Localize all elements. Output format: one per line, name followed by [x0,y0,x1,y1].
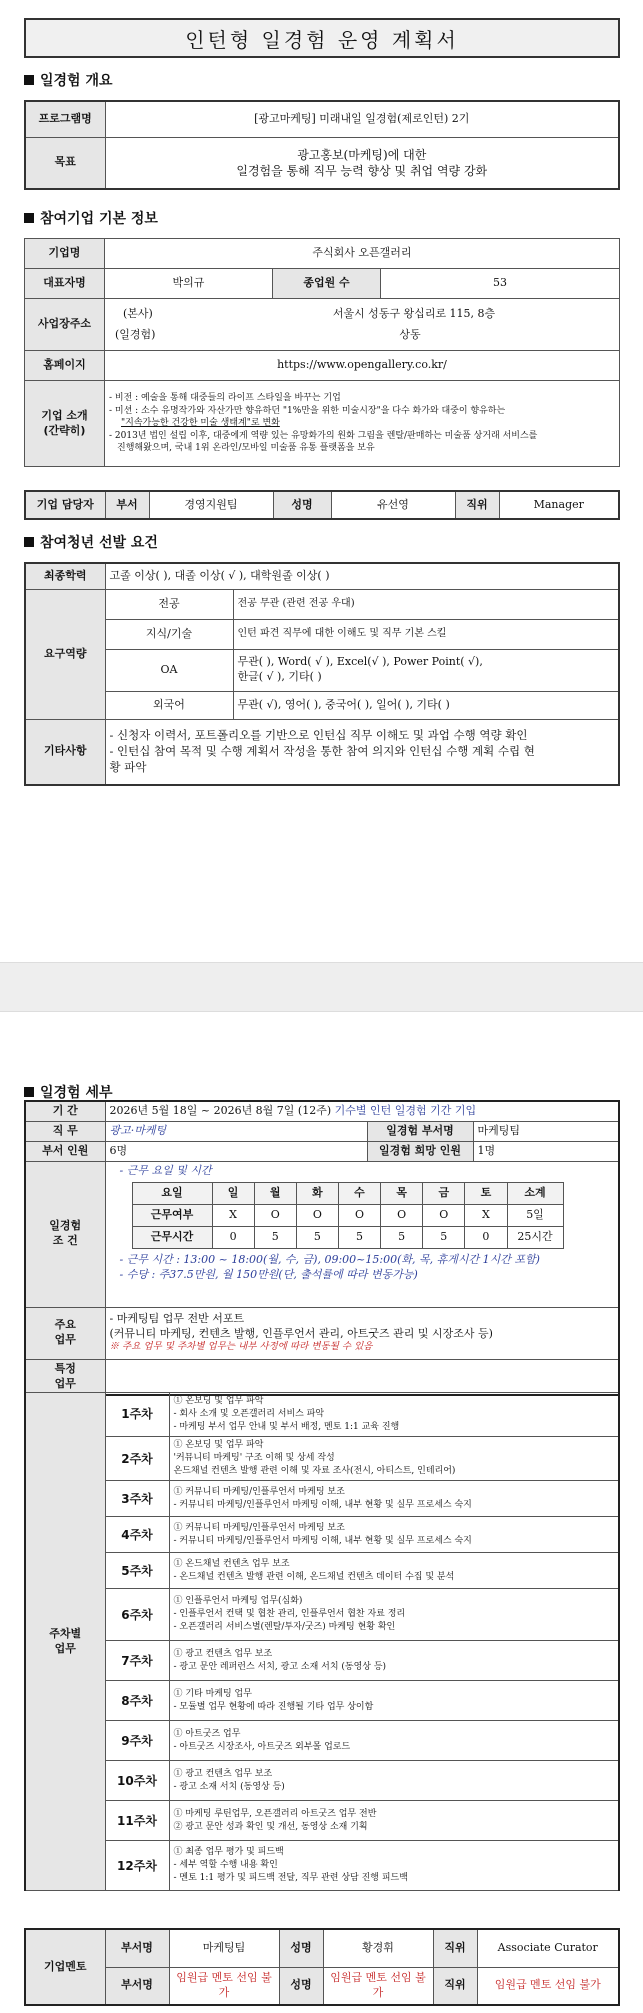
dept-label: 일경험 부서명 [367,1121,473,1141]
hope-label: 일경험 희망 인원 [367,1141,473,1161]
mentor-position-label: 직위 [433,1929,477,1967]
mentor2-dept-value: 임원급 멘토 선임 불가 [169,1967,279,2005]
week-task-line: - 마케팅 부서 업무 안내 및 부서 배정, 멘토 1:1 교육 진행 [173,1422,400,1433]
week-tasks [169,1761,619,1801]
schedule-day-cell: 화 [296,1183,338,1205]
week-row [25,1553,619,1589]
job-label: 직 무 [25,1121,105,1141]
week-task-line: - 세부 역할 수행 내용 확인 [173,1860,278,1871]
week-number: 4주차 [105,1517,169,1553]
schedule-day-cell: 요일 [132,1183,212,1205]
schedule-hour-cell: 5 [423,1227,465,1249]
homepage-link[interactable]: https://www.opengallery.co.kr/ [105,351,620,381]
week-row [25,1641,619,1681]
week-row [25,1437,619,1481]
program-label: 프로그램명 [25,101,105,137]
week-task-line: - 회사 소개 및 오픈갤러리 서비스 파악 [173,1409,325,1420]
week-task-line: ① 마케팅 루틴업무, 오픈갤러리 아트굿즈 업무 전반 [173,1808,377,1819]
week-number: 6주차 [105,1589,169,1641]
company-name-value: 주식회사 오픈갤러리 [105,239,620,269]
week-tasks [169,1641,619,1681]
week-number: 3주차 [105,1481,169,1517]
schedule-day-cell: 금 [423,1183,465,1205]
week-row [25,1681,619,1721]
contact-label: 기업 담당자 [25,491,105,519]
schedule-work-cell: X [212,1205,254,1227]
mentor-name-label: 성명 [279,1929,323,1967]
week-row [25,1761,619,1801]
mentor-table [24,1928,620,2006]
language-label: 외국어 [105,691,233,719]
week-task-line: - 모듈별 업무 현황에 따라 진행될 기타 업무 상이함 [173,1701,374,1712]
special-task-value [105,1359,619,1395]
major-label: 전공 [105,589,233,619]
week-number: 1주차 [105,1393,169,1437]
people-label: 부서 인원 [25,1141,105,1161]
week-task-line: ① 온보딩 및 업무 파악 [173,1396,264,1406]
document-title: 인턴형 일경험 운영 계획서 [24,18,620,58]
etc-value: - 신청자 이력서, 포트폴리오를 기반으로 인턴십 직무 이해도 및 과업 수행 역량 확인 - 인턴십 참여 목적 및 수행 계획서 작성을 통한 참여 의지와 인턴십 수행 계획 수립 현 황 파악 [105,719,619,785]
schedule-day-cell: 월 [254,1183,296,1205]
week-tasks [169,1721,619,1761]
mentor-name-value: 황경휘 [323,1929,433,1967]
contact-dept-value: 경영지원팀 [149,491,273,519]
section-company: 참여기업 기본 정보 [24,208,158,228]
week-task-line: - 커뮤니티 마케팅/인플루언서 마케팅 이해, 내부 현황 및 실무 프로세스 숙지 [173,1535,472,1546]
contact-position-label: 직위 [455,491,499,519]
schedule-work-cell: 근무여부 [132,1205,212,1227]
period-value: 2026년 5월 18일 ~ 2026년 8월 7일 (12주) 기수별 인턴 일경험 기간 기입 [105,1101,619,1121]
week-tasks [169,1481,619,1517]
schedule-work-cell: O [254,1205,296,1227]
week-number: 12주차 [105,1841,169,1891]
schedule-day-cell: 토 [465,1183,507,1205]
week-tasks [169,1801,619,1841]
requirements-table [24,562,620,786]
week-task-line: '커뮤니티 마케팅' 구조 이해 및 상세 작성 [173,1453,335,1464]
intro-label: 기업 소개 (간략히) [25,381,105,467]
section-requirements: 참여청년 선발 요건 [24,532,158,552]
week-tasks [169,1589,619,1641]
week-row [25,1481,619,1517]
schedule-hour-cell: 0 [212,1227,254,1249]
dept-value: 마케팅팀 [473,1121,619,1141]
skill-label: 지식/기술 [105,619,233,649]
week-task-line: ① 온드채널 컨텐츠 업무 보조 [173,1558,290,1569]
major-value: 전공 무관 (관련 전공 우대) [233,589,619,619]
goal-label: 목표 [25,137,105,189]
schedule-hour-cell: 5 [381,1227,423,1249]
week-task-line: - 멘토 1:1 평가 및 피드백 전달, 직무 관련 상담 진행 피드백 [173,1873,408,1884]
address-label: 사업장주소 [25,299,105,351]
schedule-day-cell: 목 [381,1183,423,1205]
week-task-line: - 광고 문안 레퍼런스 서치, 광고 소재 서치 (동영상 등) [173,1661,387,1672]
week-number: 5주차 [105,1553,169,1589]
schedule-hour-row [132,1227,563,1249]
schedule-work-cell: O [381,1205,423,1227]
week-row [25,1801,619,1841]
schedule-work-cell: O [296,1205,338,1227]
mentor2-name-value: 임원급 멘토 선임 불가 [323,1967,433,2005]
week-task-line: ① 광고 컨텐츠 업무 보조 [173,1648,273,1659]
weekly-task-label: 주차별 업무 [25,1393,105,1891]
page-separator [0,962,643,1012]
week-task-line: ① 온보딩 및 업무 파악 [173,1440,264,1451]
program-value: [광고마케팅] 미래내일 일경험(제로인턴) 2기 [105,101,619,137]
contact-table [24,490,620,520]
week-number: 11주차 [105,1801,169,1841]
week-row [25,1589,619,1641]
mentor2-position-value: 임원급 멘토 선임 불가 [477,1967,619,2005]
contact-name-value: 유선영 [331,491,455,519]
staff-label: 종업원 수 [273,269,381,299]
schedule-hour-cell: 5 [296,1227,338,1249]
week-task-line: ① 아트굿즈 업무 [173,1728,241,1739]
condition-value: - 근무 요일 및 시간 요일 일 월 화 수 목 금 토 소계 근무여부 X O O O O O X 5일 근무시간 0 5 5 5 5 5 0 25시간 - 근무 시간 : 13:00 ~ 18:00(월, 수, 금), 09:00~15:00(화, 목, 휴게시간 1시간 포함) - 수당 : 주37.5만원, 월 150만원(단, 출석률에 따라 변동가능) [105,1161,619,1307]
week-task-line: - 커뮤니티 마케팅/인플루언서 마케팅 이해, 내부 현황 및 실무 프로세스 숙지 [173,1499,472,1510]
ceo-label: 대표자명 [25,269,105,299]
time-note: - 근무 시간 : 13:00 ~ 18:00(월, 수, 금), 09:00~15:00(화, 목, 휴게시간 1시간 포함) [119,1252,540,1266]
period-label: 기 간 [25,1101,105,1121]
mentor2-name-label: 성명 [279,1967,323,2005]
education-label: 최종학력 [25,563,105,589]
week-task-line: - 온드채널 컨텐츠 발행 관련 이해, 온드채널 컨텐츠 데이터 수집 및 분석 [173,1571,455,1582]
week-task-line: ① 커뮤니티 마케팅/인플루언서 마케팅 보조 [173,1486,345,1497]
staff-value: 53 [381,269,620,299]
pay-note: - 수당 : 주37.5만원, 월 150만원(단, 출석률에 따라 변동가능) [119,1267,418,1281]
schedule-work-cell: O [338,1205,380,1227]
mentor-position-value: Associate Curator [477,1929,619,1967]
mentor-dept-value: 마케팅팀 [169,1929,279,1967]
week-number: 2주차 [105,1437,169,1481]
schedule-hour-cell: 5 [338,1227,380,1249]
contact-position-value: Manager [499,491,619,519]
week-number: 8주차 [105,1681,169,1721]
week-task-line: ① 광고 컨텐츠 업무 보조 [173,1768,273,1779]
schedule-hour-cell: 25시간 [507,1227,563,1249]
week-row [25,1517,619,1553]
week-row [25,1393,619,1437]
condition-label: 일경험 조 건 [25,1161,105,1307]
company-table [24,238,620,467]
company-intro: - 비전 : 예술을 통해 대중들의 라이프 스타일을 바꾸는 기업 - 미션 : 소수 유명작가와 자산가만 향유하던 "1%만을 위한 미술시장"을 다수 화가와 대중이 향유하는 "지속가능한 건강한 미술 생태계"로 변화 - 2013년 법인 설립 이후, 대중에게 역량 있는 유망화가의 원화 그림을 렌탈/판매하는 미술품 상거래 서비스를 진행해왔으며, 국내 1위 온라인/모바일 미술품 유통 플랫폼을 보유 [105,381,620,467]
schedule-work-row [132,1205,563,1227]
contact-name-label: 성명 [273,491,331,519]
section-detail: 일경험 세부 [24,1082,113,1102]
work-schedule-table [132,1182,564,1249]
ceo-value: 박의규 [105,269,273,299]
schedule-work-cell: O [423,1205,465,1227]
week-task-line: 온드채널 컨텐츠 발행 관련 이해 및 자료 조사(전시, 아티스트, 인테리어) [173,1466,456,1477]
week-task-line: - 광고 소재 서치 (동영상 등) [173,1781,285,1792]
week-tasks [169,1553,619,1589]
week-task-line: - 오픈갤러리 서비스별(렌탈/투자/굿즈) 마케팅 현황 확인 [173,1622,396,1633]
schedule-work-cell: X [465,1205,507,1227]
schedule-hour-cell: 근무시간 [132,1227,212,1249]
schedule-day-cell: 수 [338,1183,380,1205]
week-task-line: - 아트굿즈 시장조사, 아트굿즈 외부몰 업로드 [173,1741,351,1752]
section-overview: 일경험 개요 [24,70,113,90]
schedule-day-cell: 일 [212,1183,254,1205]
square-bullet-icon [24,1087,34,1097]
schedule-day-cell: 소계 [507,1183,563,1205]
hope-value: 1명 [473,1141,619,1161]
education-value: 고졸 이상( ), 대졸 이상( √ ), 대학원졸 이상( ) [105,563,619,589]
week-tasks [169,1841,619,1891]
competency-label: 요구역량 [25,589,105,719]
mentor2-dept-label: 부서명 [105,1967,169,2005]
week-tasks [169,1393,619,1437]
week-task-line: ① 커뮤니티 마케팅/인플루언서 마케팅 보조 [173,1522,345,1533]
company-name-label: 기업명 [25,239,105,269]
main-task-value: - 마케팅팀 업무 전반 서포트 (커뮤니티 마케팅, 컨텐츠 발행, 인플루언서 관리, 아트굿즈 관리 및 시장조사 등) ※ 주요 업무 및 주차별 업무는 내부 사정에 따라 변동될 수 있음 [105,1307,619,1359]
week-tasks [169,1437,619,1481]
week-row [25,1841,619,1891]
oa-value: 무관( ), Word( √ ), Excel(√ ), Power Point( √), 한글( √ ), 기타( ) [233,649,619,691]
job-value: 광고·마케팅 [105,1121,367,1141]
mentor2-position-label: 직위 [433,1967,477,2005]
main-task-label: 주요 업무 [25,1307,105,1359]
overview-table [24,100,620,190]
language-value: 무관( √), 영어( ), 중국어( ), 일어( ), 기타( ) [233,691,619,719]
week-number: 10주차 [105,1761,169,1801]
goal-value: 광고홍보(마케팅)에 대한 일경험을 통해 직무 능력 향상 및 취업 역량 강화 [105,137,619,189]
week-task-line: ① 기타 마케팅 업무 [173,1688,252,1699]
schedule-work-cell: 5일 [507,1205,563,1227]
week-tasks [169,1517,619,1553]
weekly-table [24,1392,620,1891]
square-bullet-icon [24,537,34,547]
special-task-label: 특정 업무 [25,1359,105,1395]
contact-dept-label: 부서 [105,491,149,519]
schedule-hour-cell: 5 [254,1227,296,1249]
week-task-line: ① 최종 업무 평가 및 피드백 [173,1847,284,1858]
homepage-label: 홈페이지 [25,351,105,381]
week-tasks [169,1681,619,1721]
week-number: 7주차 [105,1641,169,1681]
address-value: (본사) 서울시 성동구 왕십리로 115, 8층 (일경험) 상동 [105,299,620,351]
schedule-days-row [132,1183,563,1205]
week-task-line: ① 인플루언서 마케팅 업무(심화) [173,1596,303,1607]
etc-label: 기타사항 [25,719,105,785]
mentor-dept-label: 부서명 [105,1929,169,1967]
mentor-label: 기업멘토 [25,1929,105,2005]
square-bullet-icon [24,75,34,85]
oa-label: OA [105,649,233,691]
week-row [25,1721,619,1761]
detail-table [24,1100,620,1396]
week-task-line: ② 광고 문안 성과 확인 및 개선, 동영상 소재 기획 [173,1821,368,1832]
skill-value: 인턴 파견 직무에 대한 이해도 및 직무 기본 스킬 [233,619,619,649]
schedule-hour-cell: 0 [465,1227,507,1249]
week-number: 9주차 [105,1721,169,1761]
square-bullet-icon [24,213,34,223]
people-value: 6명 [105,1141,367,1161]
week-task-line: - 인플루언서 컨택 및 협찬 관리, 인플루언서 협찬 자료 정리 [173,1609,406,1620]
